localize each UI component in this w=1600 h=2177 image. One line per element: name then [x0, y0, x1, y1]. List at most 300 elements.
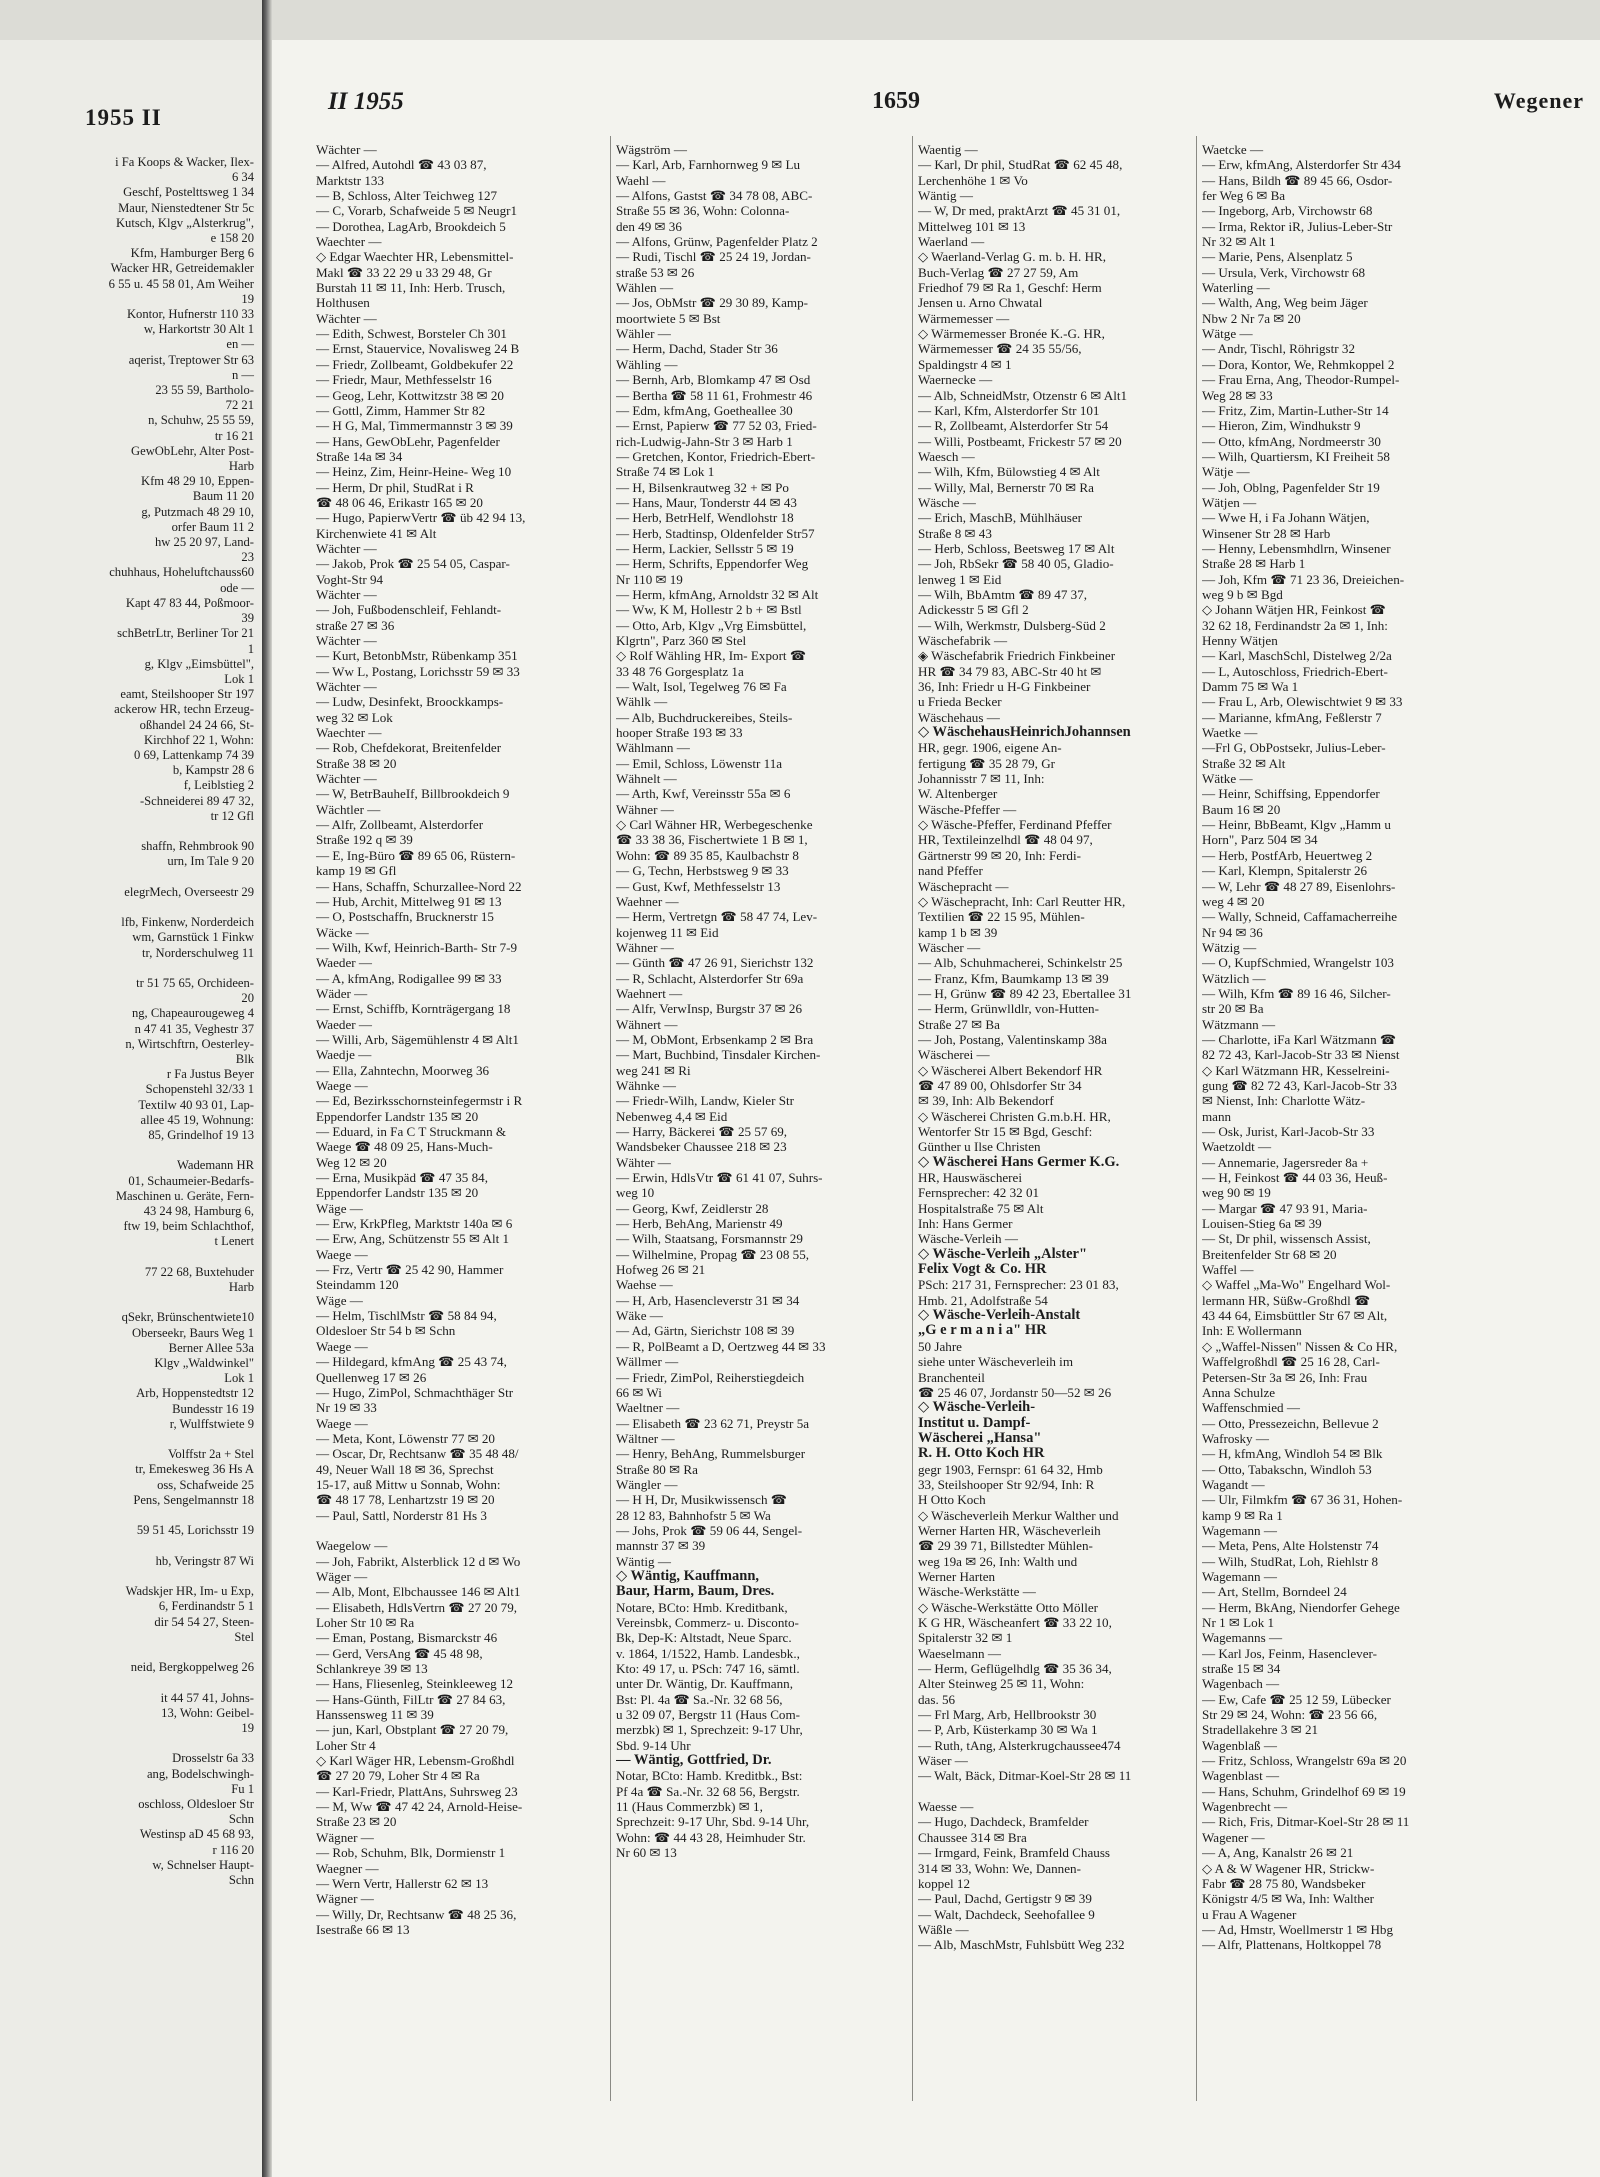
previous-page-line: Stel: [234, 1629, 254, 1644]
directory-entry-line: — A, Ang, Kanalstr 26 ✉ 21: [1202, 1845, 1354, 1861]
previous-page-line: Wacker HR, Getreidemakler: [110, 261, 254, 276]
directory-entry-line: — Hieron, Zim, Windhukstr 9: [1202, 418, 1361, 434]
directory-entry-line: unter Dr. Wäntig, Dr. Kauffmann,: [616, 1676, 793, 1692]
directory-entry-line: Waechter —: [316, 725, 382, 741]
directory-entry-line: — Erw, kfmAng, Alsterdorfer Str 434: [1202, 157, 1401, 173]
directory-entry-line: — Hans, Fliesenleg, Steinkleeweg 12: [316, 1676, 514, 1692]
directory-entry-line: Waehl —: [616, 172, 666, 188]
directory-entry-line: Straße 74 ✉ Lok 1: [616, 464, 715, 480]
directory-entry-line: Wohn: ☎ 44 43 28, Heimhuder Str.: [616, 1829, 806, 1845]
column-rule: [610, 136, 611, 2101]
directory-entry-line: Waeder —: [316, 955, 373, 971]
directory-entry-line: Wähner —: [616, 939, 674, 955]
previous-page-line: qSekr, Brünschentwiete10: [121, 1310, 254, 1325]
directory-entry-line: — Gretchen, Kontor, Friedrich-Ebert-: [616, 448, 816, 464]
directory-entry-line: — Ernst, Stauervice, Novalisweg 24 B: [316, 341, 520, 357]
previous-page-line: tr, Emekesweg 36 Hs A: [135, 1462, 254, 1477]
directory-entry-line: — Henry, BehAng, Rummelsburger: [616, 1446, 806, 1462]
directory-entry-line: Waege —: [316, 1415, 368, 1431]
directory-entry-line: — Herb, BehAng, Marienstr 49: [616, 1216, 783, 1232]
directory-entry-line: Henny Wätjen: [1202, 633, 1278, 648]
directory-entry-line: Wäge —: [316, 1292, 363, 1308]
directory-entry-line: — Friedr, ZimPol, Reiherstiegdeich: [616, 1369, 805, 1385]
directory-entry-line: — Wilh, Werkmstr, Dulsberg-Süd 2: [918, 617, 1106, 633]
directory-entry-line: — Gust, Kwf, Methfesselstr 13: [616, 878, 781, 894]
directory-entry-line: — Hugo, ZimPol, Schmachthäger Str: [316, 1384, 514, 1400]
directory-entry-line: fer Weg 6 ✉ Ba: [1202, 188, 1286, 204]
directory-entry-line: Bk, Dep-K: Altstadt, Neue Sparc.: [616, 1630, 792, 1646]
directory-entry-line: Eppendorfer Landstr 135 ✉ 20: [316, 1108, 479, 1124]
directory-entry-line: — Ursula, Verk, Virchowstr 68: [1202, 264, 1366, 280]
directory-entry-line: Waegelow —: [316, 1538, 388, 1554]
directory-entry-line: — Herb, PostfArb, Heuertweg 2: [1202, 847, 1373, 863]
directory-entry-line: — Frz, Vertr ☎ 25 42 90, Hammer: [316, 1262, 504, 1278]
directory-entry-line: Stradellakehre 3 ✉ 21: [1202, 1722, 1319, 1738]
directory-entry-line: ☎ 29 39 71, Billstedter Mühlen-: [918, 1538, 1093, 1554]
directory-entry-line: — Walt, Isol, Tegelweg 76 ✉ Fa: [616, 679, 787, 695]
directory-entry-line: Pf 4a ☎ Sa.-Nr. 32 68 56, Bergstr.: [616, 1783, 800, 1799]
directory-entry-line: Gärtnerstr 99 ✉ 20, Inh: Ferdi-: [918, 847, 1081, 863]
directory-entry-line: Hanssensweg 11 ✉ 39: [316, 1707, 434, 1723]
directory-entry-line: Wäntig —: [918, 188, 973, 204]
directory-entry-line: Voght-Str 94: [316, 571, 384, 587]
directory-entry-line: — St, Dr phil, wissensch Assist,: [1202, 1231, 1371, 1247]
previous-page-line: Kontor, Hufnerstr 110 33: [126, 307, 254, 322]
directory-entry-line: ☎ 33 38 36, Fischertwiete 1 B ✉ 1,: [616, 832, 808, 848]
directory-entry-line: — H G, Mal, Timmermannstr 3 ✉ 39: [316, 418, 513, 434]
previous-page-line: 43 24 98, Hamburg 6,: [143, 1204, 254, 1219]
directory-entry-line: Wätge —: [1202, 326, 1253, 342]
directory-entry-line: 82 72 43, Karl-Jacob-Str 33 ✉ Nienst: [1202, 1047, 1400, 1063]
directory-entry-line: — Karl, Kfm, Alsterdorfer Str 101: [918, 402, 1100, 418]
directory-entry-line: v. 1864, 1/1522, Hamb. Landesbk.,: [616, 1645, 800, 1661]
directory-entry-line: Inh: Hans Germer: [918, 1216, 1013, 1232]
directory-entry-line: Werner Harten: [918, 1568, 996, 1584]
directory-entry-line: ✉ 39, Inh: Alb Bekendorf: [918, 1093, 1054, 1109]
directory-entry-line: Wächtler —: [316, 801, 381, 817]
directory-entry-line: — Willy, Dr, Rechtsanw ☎ 48 25 36,: [316, 1906, 517, 1922]
directory-entry-line: ◈ Wäschefabrik Friedrich Finkbeiner: [918, 648, 1116, 664]
previous-page-line: 13, Wohn: Geibel-: [161, 1705, 254, 1720]
directory-entry-line: Wäsche-Werkstätte —: [918, 1584, 1036, 1600]
directory-entry-line: ◇ Waffel „Ma-Wo" Engelhard Wol-: [1202, 1277, 1391, 1293]
directory-entry-line: moortwiete 5 ✉ Bst: [616, 310, 721, 326]
directory-entry-line: — Erw, Ang, Schützenstr 55 ✉ Alt 1: [316, 1231, 510, 1247]
directory-column-1: [316, 142, 606, 2102]
directory-entry-line: Wätzmann —: [1202, 1016, 1276, 1032]
directory-entry-line: HR, Textileinzelhdl ☎ 48 04 97,: [918, 832, 1093, 848]
directory-entry-line: — Bernh, Arb, Blomkamp 47 ✉ Osd: [616, 372, 811, 388]
previous-page-line: dir 54 54 27, Steen-: [154, 1614, 254, 1629]
previous-page-line: ftw 19, beim Schlachthof,: [123, 1219, 254, 1234]
previous-page-line: r Fa Justus Beyer: [166, 1067, 254, 1082]
directory-entry-line: — H, kfmAng, Windloh 54 ✉ Blk: [1202, 1446, 1383, 1462]
previous-page-line: ang, Bodelschwingh-: [146, 1766, 254, 1781]
previous-page-line: 6 55 u. 45 58 01, Am Weiher: [108, 276, 254, 291]
directory-entry-line: kamp 1 b ✉ 39: [918, 924, 998, 940]
directory-entry-line: — Arth, Kwf, Vereinsstr 55a ✉ 6: [616, 786, 791, 802]
directory-entry-line: — R, Zollbeamt, Alsterdorfer Str 54: [918, 418, 1109, 434]
directory-entry-line: ◇ WäschehausHeinrichJohannsen: [918, 725, 1131, 741]
directory-entry-line: Textilien ☎ 22 15 95, Mühlen-: [918, 909, 1085, 925]
directory-entry-line: Holthusen: [316, 295, 370, 311]
directory-entry-line: — Joh, Postang, Valentinskamp 38a: [918, 1031, 1107, 1047]
directory-entry-line: — Herm, Vertretgn ☎ 58 47 74, Lev-: [616, 909, 818, 925]
previous-page-line: Oberseekr, Baurs Weg 1: [131, 1325, 254, 1340]
directory-entry-line: — Hugo, Dachdeck, Bramfelder: [918, 1814, 1089, 1830]
directory-entry-line: Waterling —: [1202, 280, 1270, 296]
directory-entry-line: HR ☎ 34 79 83, ABC-Str 40 ht ✉: [918, 663, 1102, 679]
directory-entry-line: „G e r m a n i a" HR: [918, 1323, 1047, 1339]
directory-entry-line: Wählen —: [616, 280, 674, 296]
directory-entry-line: — Alfred, Autohdl ☎ 43 03 87,: [316, 157, 487, 173]
directory-entry-line: merzbk) ✉ 1, Sprechzeit: 9-17 Uhr,: [616, 1722, 803, 1738]
directory-entry-line: ◇ Edgar Waechter HR, Lebensmittel-: [316, 249, 514, 265]
directory-entry-line: Wagemanns —: [1202, 1630, 1283, 1646]
directory-entry-line: — Georg, Kwf, Zeidlerstr 28: [616, 1200, 769, 1216]
directory-entry-line: ☎ 47 89 00, Ohlsdorfer Str 34: [918, 1077, 1082, 1093]
directory-entry-line: — Helm, TischlMstr ☎ 58 84 94,: [316, 1308, 497, 1324]
directory-entry-line: lenweg 1 ✉ Eid: [918, 571, 1002, 587]
directory-entry-line: Friedhof 79 ✉ Ra 1, Geschf: Herm: [918, 280, 1102, 296]
directory-entry-line: — Herm, Lackier, Sellsstr 5 ✉ 19: [616, 540, 794, 556]
directory-entry-line: — Osk, Jurist, Karl-Jacob-Str 33: [1202, 1124, 1375, 1139]
directory-entry-line: Quellenweg 17 ✉ 26: [316, 1369, 427, 1385]
directory-entry-line: — Ww L, Postang, Lorichsstr 59 ✉ 33: [316, 663, 520, 679]
directory-entry-line: — Herm, Schrifts, Eppendorfer Weg: [616, 556, 809, 572]
directory-entry-line: Straße 192 q ✉ 39: [316, 832, 413, 848]
directory-entry-line: Wätje —: [1202, 464, 1250, 480]
directory-entry-line: H Otto Koch: [918, 1492, 986, 1508]
directory-entry-line: — Ew, Cafe ☎ 25 12 59, Lübecker: [1202, 1691, 1391, 1707]
directory-entry-line: Wächter —: [316, 771, 377, 787]
previous-page-line: [0, 1295, 260, 1310]
directory-entry-line: — Wilh, Quartiersm, KI Freiheit 58: [1202, 448, 1390, 464]
directory-entry-line: Nr 60 ✉ 13: [616, 1845, 677, 1861]
directory-entry-line: — Art, Stellm, Borndeel 24: [1202, 1584, 1347, 1600]
directory-entry-line: Waesch —: [918, 448, 975, 464]
directory-entry-line: weg 9 b ✉ Bgd: [1202, 586, 1283, 602]
directory-entry-line: ☎ 48 17 78, Lenhartzstr 19 ✉ 20: [316, 1492, 495, 1508]
directory-entry-line: — Charlotte, iFa Karl Wätzmann ☎: [1202, 1031, 1397, 1047]
directory-entry-line: Nbw 2 Nr 7a ✉ 20: [1202, 310, 1301, 326]
directory-entry-line: Wätjen —: [1202, 494, 1257, 510]
directory-entry-line: — Hans, Bildh ☎ 89 45 66, Osdor-: [1202, 172, 1393, 188]
previous-page-line: [0, 824, 260, 839]
directory-entry-line: Wähler —: [616, 326, 671, 342]
directory-entry-line: Isestraße 66 ✉ 13: [316, 1921, 410, 1937]
directory-entry-line: — Franz, Kfm, Baumkamp 13 ✉ 39: [918, 970, 1109, 986]
directory-entry-line: Fabr ☎ 28 75 80, Wandsbeker: [1202, 1875, 1366, 1891]
directory-entry-line: Institut u. Dampf-: [918, 1415, 1031, 1431]
directory-entry-line: 36, Inh: Friedr u H-G Finkbeiner: [918, 679, 1091, 695]
directory-entry-line: Waeselmann —: [918, 1645, 1001, 1661]
directory-entry-line: kojenweg 11 ✉ Eid: [616, 924, 719, 940]
directory-entry-line: Wäßle —: [918, 1921, 969, 1937]
directory-entry-line: Wägner —: [316, 1829, 374, 1845]
directory-entry-line: Wagenbrecht —: [1202, 1799, 1288, 1815]
header-running-name: Wegener: [1493, 88, 1584, 113]
previous-page-line: 19: [241, 1720, 254, 1735]
directory-entry-line: Notare, BCto: Hmb. Kreditbank,: [616, 1599, 788, 1615]
directory-entry-line: ◇ Wäsche-Verleih-: [918, 1400, 1036, 1416]
directory-entry-line: — Meta, Kont, Löwenstr 77 ✉ 20: [316, 1430, 495, 1446]
directory-entry-line: Nr 110 ✉ 19: [616, 571, 683, 587]
directory-entry-line: — H, Bilsenkrautweg 32 + ✉ Po: [616, 479, 789, 495]
directory-entry-line: Wägström —: [616, 142, 687, 157]
previous-page-line: b, Kampstr 28 6: [172, 763, 254, 778]
previous-page-line: 72 21: [225, 398, 254, 413]
directory-entry-line: Chaussee 314 ✉ Bra: [918, 1829, 1027, 1845]
directory-entry-line: — G, Techn, Herbstsweg 9 ✉ 33: [616, 863, 789, 879]
directory-entry-line: Wähter —: [616, 1154, 671, 1170]
directory-entry-line: Wäge —: [316, 1200, 363, 1216]
directory-entry-line: — Ludw, Desinfekt, Broockkamps-: [316, 694, 504, 710]
directory-entry-line: — Alfr, Zollbeamt, Alsterdorfer: [316, 817, 484, 833]
book-gutter: [262, 0, 272, 2177]
directory-entry-line: Straße 27 ✉ Ba: [918, 1016, 1000, 1032]
directory-entry-line: Wäcke —: [316, 924, 369, 940]
previous-page-line: [0, 1569, 260, 1584]
directory-entry-line: Nr 1 ✉ Lok 1: [1202, 1615, 1275, 1630]
directory-entry-line: 66 ✉ Wi: [616, 1384, 662, 1400]
directory-entry-line: Wächter —: [316, 679, 377, 695]
directory-entry-line: Waegner —: [316, 1860, 379, 1876]
directory-entry-line: — Elisabeth ☎ 23 62 71, Preystr 5a: [616, 1415, 810, 1431]
directory-entry-line: — Hans, GewObLehr, Pagenfelder: [316, 433, 500, 449]
directory-entry-line: Wäsche —: [918, 494, 976, 510]
directory-entry-line: Waetke —: [1202, 725, 1258, 741]
directory-entry-line: Wäschepracht —: [918, 878, 1009, 894]
directory-entry-line: — Wäntig, Gottfried, Dr.: [616, 1753, 772, 1769]
previous-page-line: r, Wulffstwiete 9: [169, 1416, 254, 1431]
directory-entry-line: Waffelgroßhdl ☎ 25 16 28, Carl-: [1202, 1354, 1380, 1370]
directory-entry-line: — Ulr, Filmkfm ☎ 67 36 31, Hohen-: [1202, 1492, 1403, 1508]
previous-page-line: n, Wirtschftrn, Oesterley-: [125, 1036, 254, 1051]
directory-entry-line: 49, Neuer Wall 18 ✉ 36, Sprechst: [316, 1461, 494, 1477]
previous-page-line: GewObLehr, Alter Post-: [131, 443, 254, 458]
previous-page-line: en —: [226, 337, 254, 352]
previous-page-line: Wadskjer HR, Im- u Exp,: [125, 1584, 254, 1599]
directory-entry-line: Wältner —: [616, 1430, 675, 1446]
directory-entry-line: ☎ 25 46 07, Jordanstr 50—52 ✉ 26: [918, 1384, 1112, 1400]
previous-page-line: g, Klgv „Eimsbüttel",: [144, 656, 254, 671]
directory-entry-line: Waege ☎ 48 09 25, Hans-Much-: [316, 1139, 493, 1155]
directory-entry-line: Wäger —: [316, 1568, 368, 1584]
directory-entry-line: — H H, Dr, Musikwissensch ☎: [616, 1492, 788, 1508]
directory-entry-line: — Otto, Tabakschn, Windloh 53: [1202, 1461, 1372, 1477]
directory-entry-line: Waege —: [316, 1246, 368, 1262]
directory-entry-line: — Bertha ☎ 58 11 61, Frohmestr 46: [616, 387, 813, 403]
directory-entry-line: 50 Jahre: [918, 1338, 962, 1354]
directory-entry-line: 28 12 83, Bahnhofstr 5 ✉ Wa: [616, 1507, 771, 1523]
directory-entry-line: u Frau A Wagener: [1202, 1906, 1297, 1922]
directory-entry-line: — Otto, kfmAng, Nordmeerstr 30: [1202, 433, 1381, 449]
directory-entry-line: — Willi, Arb, Sägemühlenstr 4 ✉ Alt1: [316, 1031, 519, 1047]
directory-entry-line: Inh: E Wollermann: [1202, 1323, 1302, 1339]
previous-page-line: tr 12 Gfl: [210, 808, 254, 823]
directory-entry-line: — Karl, MaschSchl, Distelweg 2/2a: [1202, 648, 1392, 664]
previous-page-line: g, Putzmach 48 29 10,: [141, 504, 254, 519]
previous-page-line: Geschf, Postelttsweg 1 34: [123, 185, 254, 200]
directory-entry-line: — Rich, Fris, Ditmar-Koel-Str 28 ✉ 11: [1202, 1814, 1410, 1830]
directory-entry-line: — Alb, MaschMstr, Fuhlsbütt Weg 232: [918, 1937, 1125, 1953]
directory-entry-line: Günther u Ilse Christen: [918, 1139, 1041, 1155]
previous-page-line: -Schneiderei 89 47 32,: [139, 793, 254, 808]
directory-entry-line: gung ☎ 82 72 43, Karl-Jacob-Str 33: [1202, 1077, 1397, 1093]
directory-entry-line: Wagenbach —: [1202, 1676, 1280, 1692]
directory-entry-line: ◇ „Waffel-Nissen" Nissen & Co HR,: [1202, 1338, 1398, 1354]
directory-entry-line: weg 32 ✉ Lok: [316, 709, 393, 725]
directory-entry-line: u Frieda Becker: [918, 694, 1002, 710]
previous-page-line: oßhandel 24 24 66, St-: [139, 717, 254, 732]
directory-entry-line: ◇ Johann Wätjen HR, Feinkost ☎: [1202, 602, 1386, 618]
directory-entry-line: Bst: Pl. 4a ☎ Sa.-Nr. 32 68 56,: [616, 1691, 783, 1707]
previous-page-line: i Fa Koops & Wacker, Ilex-: [115, 155, 254, 169]
directory-entry-line: Straße 8 ✉ 43: [918, 525, 992, 541]
directory-entry-line: — Emil, Schloss, Löwenstr 11a: [616, 755, 783, 771]
directory-page: [272, 40, 1600, 2177]
directory-entry-line: Weg 28 ✉ 33: [1202, 387, 1273, 403]
directory-entry-line: — Otto, Pressezeichn, Bellevue 2: [1202, 1415, 1379, 1431]
directory-entry-line: Waesse —: [918, 1799, 974, 1815]
directory-entry-line: 43 44 64, Eimsbüttler Str 67 ✉ Alt,: [1202, 1308, 1388, 1324]
directory-entry-line: — Ww, K M, Hollestr 2 b + ✉ Bstl: [616, 602, 802, 618]
directory-entry-line: — Henny, Lebensmhdlrn, Winsener: [1202, 540, 1391, 556]
directory-entry-line: Klgrtn", Parz 360 ✉ Stel: [616, 633, 747, 648]
directory-entry-line: — M, ObMont, Erbsenkamp 2 ✉ Bra: [616, 1031, 814, 1047]
directory-entry-line: — Friedr-Wilh, Landw, Kieler Str: [616, 1093, 794, 1109]
directory-entry-line: — Walt, Dachdeck, Seehofallee 9: [918, 1906, 1095, 1922]
directory-column-4: [1202, 142, 1492, 2102]
directory-entry-line: — H, Arb, Hasencleverstr 31 ✉ 34: [616, 1292, 800, 1308]
directory-entry-line: Buch-Verlag ☎ 27 27 59, Am: [918, 264, 1079, 280]
directory-entry-line: — B, Schloss, Alter Teichweg 127: [316, 188, 498, 204]
directory-entry-line: siehe unter Wäscheverleih im: [918, 1354, 1074, 1370]
directory-entry-line: ◇ Wäsche-Verleih-Anstalt: [918, 1308, 1081, 1324]
directory-entry-line: Baum 16 ✉ 20: [1202, 801, 1281, 817]
directory-entry-line: — Marie, Pens, Alsenplatz 5: [1202, 249, 1353, 265]
directory-entry-line: mann: [1202, 1108, 1232, 1124]
previous-page-line: Kfm 48 29 10, Eppen-: [141, 474, 254, 489]
previous-page-line: ode —: [220, 580, 254, 595]
directory-entry-line: — Edm, kfmAng, Goetheallee 30: [616, 402, 793, 418]
directory-entry-line: — R, PolBeamt a D, Oertzweg 44 ✉ 33: [616, 1338, 826, 1354]
directory-entry-line: — Marianne, kfmAng, Feßlerstr 7: [1202, 709, 1382, 725]
directory-entry-line: PSch: 217 31, Fernsprecher: 23 01 83,: [918, 1277, 1119, 1293]
previous-page-line: 0 69, Lattenkamp 74 39: [134, 747, 254, 762]
directory-entry-line: — Ernst, Schiffb, Kornträgergang 18: [316, 1001, 511, 1017]
directory-entry-line: — C, Vorarb, Schafweide 5 ✉ Neugr1: [316, 203, 518, 219]
directory-entry-line: Wätzig —: [1202, 939, 1257, 955]
header-volume-year: II 1955: [328, 88, 404, 115]
previous-page-line: neid, Bergkoppelweg 26: [130, 1660, 254, 1675]
directory-entry-line: —Frl G, ObPostsekr, Julius-Leber-: [1202, 740, 1386, 756]
directory-entry-line: Vereinsbk, Commerz- u. Disconto-: [616, 1615, 799, 1630]
directory-entry-line: — Annemarie, Jagersreder 8a +: [1202, 1154, 1369, 1170]
previous-page-line: [0, 870, 260, 885]
directory-entry-line: Wähnke —: [616, 1077, 676, 1093]
directory-entry-line: Branchenteil: [918, 1369, 985, 1385]
directory-entry-line: Wäscher —: [918, 939, 981, 955]
directory-entry-line: ◇ Rolf Wähling HR, Im- Export ☎: [616, 648, 807, 664]
directory-entry-line: Waeltner —: [616, 1400, 680, 1416]
previous-page-line: oschloss, Oldesloer Str: [138, 1796, 254, 1811]
page-header: [272, 88, 1600, 128]
directory-entry-line: Kto: 49 17, u. PSch: 747 16, sämtl.: [616, 1661, 800, 1677]
directory-entry-line: rich-Ludwig-Jahn-Str 3 ✉ Harb 1: [616, 433, 793, 449]
directory-entry-line: — Willy, Mal, Bernerstr 70 ✉ Ra: [918, 479, 1094, 495]
directory-entry-line: Straße 38 ✉ 20: [316, 755, 397, 771]
previous-page-line: r 116 20: [212, 1842, 254, 1857]
directory-entry-line: — Erw, KrkPfleg, Marktstr 140a ✉ 6: [316, 1216, 513, 1232]
previous-page-line: f, Leiblstieg 2: [183, 778, 254, 793]
directory-entry-line: — Wilh, Kfm ☎ 89 16 46, Silcher-: [1202, 985, 1391, 1001]
directory-entry-line: 11 (Haus Commerzbk) ✉ 1,: [616, 1799, 763, 1815]
directory-entry-line: Sbd. 9-14 Uhr: [616, 1737, 691, 1753]
directory-entry-line: ◇ Wäscherei Albert Bekendorf HR: [918, 1062, 1103, 1078]
directory-entry-line: Wäschefabrik —: [918, 633, 1008, 648]
directory-entry-line: — Herm, BkAng, Niendorfer Gehege: [1202, 1599, 1400, 1615]
previous-page-line: Maur, Nienstedtener Str 5c: [118, 200, 254, 215]
directory-entry-line: Sprechzeit: 9-17 Uhr, Sbd. 9-14 Uhr,: [616, 1814, 810, 1830]
previous-page-line: Blk: [235, 1051, 254, 1066]
directory-entry-line: straße 15 ✉ 34: [1202, 1661, 1281, 1677]
previous-page-line: Lok 1: [224, 1371, 254, 1386]
previous-page-line: Schn: [228, 1872, 254, 1887]
directory-entry-line: — Harry, Bäckerei ☎ 25 57 69,: [616, 1124, 788, 1139]
directory-entry-line: — W, Lehr ☎ 48 27 89, Eisenlohrs-: [1202, 878, 1396, 894]
directory-entry-line: Wächter —: [316, 586, 377, 602]
directory-entry-line: weg 90 ✉ 19: [1202, 1185, 1271, 1201]
directory-entry-line: — Wern Vertr, Hallerstr 62 ✉ 13: [316, 1875, 489, 1891]
previous-page-line: allee 45 19, Wohnung:: [140, 1112, 254, 1127]
directory-entry-line: u 32 09 07, Bergstr 11 (Haus Com-: [616, 1707, 801, 1723]
directory-entry-line: Oldesloer Str 54 b ✉ Schn: [316, 1323, 456, 1339]
directory-entry-line: — Geog, Lehr, Kottwitzstr 38 ✉ 20: [316, 387, 504, 403]
previous-page-line: w, Harkortstr 30 Alt 1: [143, 322, 254, 337]
previous-page-line: [0, 900, 260, 915]
directory-entry-line: — Rudi, Tischl ☎ 25 24 19, Jordan-: [616, 249, 811, 265]
directory-entry-line: — Heinr, BbBeamt, Klgv „Hamm u: [1202, 817, 1391, 833]
previous-page-line: Klgv „Waldwinkel": [154, 1356, 254, 1371]
directory-entry-line: Wagenblast —: [1202, 1768, 1280, 1784]
directory-entry-line: Schlankreye 39 ✉ 13: [316, 1661, 428, 1677]
previous-page-line: ackerow HR, techn Erzeug-: [114, 702, 254, 717]
directory-entry-line: Horn", Parz 504 ✉ 34: [1202, 832, 1318, 848]
directory-entry-line: ◇ Wäsche-Pfeffer, Ferdinand Pfeffer: [918, 817, 1112, 833]
directory-entry-line: — Joh, Oblng, Pagenfelder Str 19: [1202, 479, 1380, 495]
directory-entry-line: Waetcke —: [1202, 142, 1264, 157]
directory-entry-line: — Alfons, Gastst ☎ 34 78 08, ABC-: [616, 188, 813, 204]
directory-entry-line: — M, Ww ☎ 47 42 24, Arnold-Heise-: [316, 1799, 523, 1815]
previous-page-line: tr, Norderschulweg 11: [142, 945, 254, 960]
directory-entry-line: — Wilh, Kwf, Heinrich-Barth- Str 7-9: [316, 939, 518, 955]
directory-entry-line: — W, Dr med, praktArzt ☎ 45 31 01,: [918, 203, 1121, 219]
directory-entry-line: — Wilh, Kfm, Bülowstieg 4 ✉ Alt: [918, 464, 1100, 480]
directory-entry-line: — W, BetrBauheIf, Billbrookdeich 9: [316, 786, 510, 802]
directory-entry-line: — Herm, Dr phil, StudRat i R: [316, 479, 474, 495]
directory-entry-line: — Erna, Musikpäd ☎ 47 35 84,: [316, 1170, 488, 1186]
directory-entry-line: HR, gegr. 1906, eigene An-: [918, 740, 1062, 756]
directory-entry-line: — Wally, Schneid, Caffamacherreihe: [1202, 909, 1398, 925]
previous-page-line: hw 25 20 97, Land-: [155, 535, 254, 550]
directory-entry-line: — Joh, Fabrikt, Alsterblick 12 d ✉ Wo: [316, 1553, 521, 1569]
previous-page-line: 59 51 45, Lorichsstr 19: [136, 1523, 254, 1538]
directory-entry-line: HR, Hauswäscherei: [918, 1170, 1022, 1186]
directory-entry-line: Breitenfelder Str 68 ✉ 20: [1202, 1246, 1337, 1262]
previous-page-line: Drosselstr 6a 33: [172, 1751, 254, 1766]
